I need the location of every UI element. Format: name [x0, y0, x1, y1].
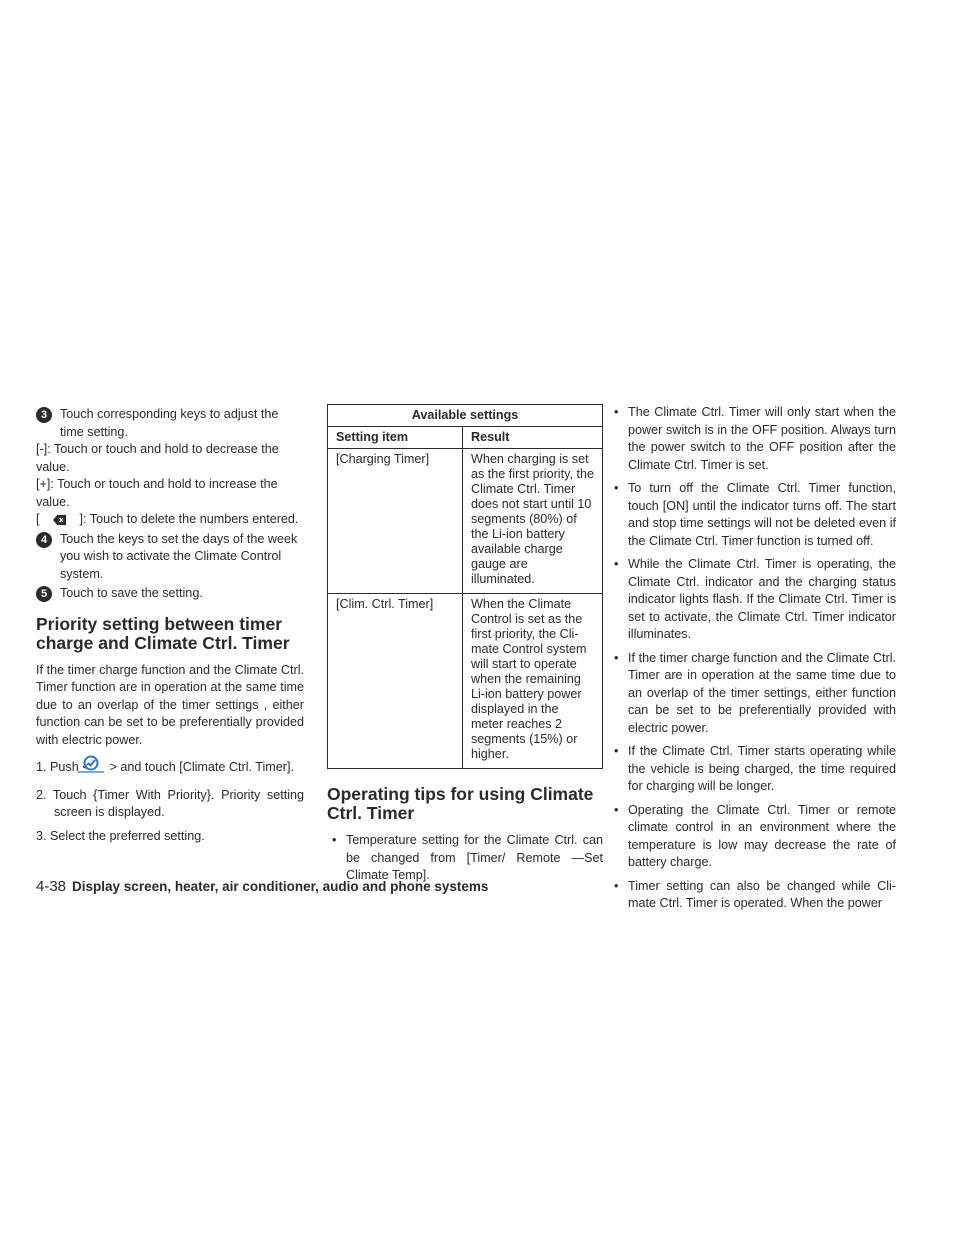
step-number-badge: 4: [36, 532, 52, 548]
step-text: Touch the keys to set the days of the week you wish to activate the Climate Control system.: [60, 531, 298, 581]
tip-bullet: • Timer setting can also be changed while Cli-mate Ctrl. Timer is operated. When the power: [609, 878, 896, 913]
priority-section-heading: Priority setting between timer charge and Climate Ctrl. Timer: [36, 613, 290, 653]
column-left: [36, 404, 304, 845]
tip-bullet: • Temperature setting for the Climate Ctrl. can be changed from [Timer/ Remote —Set Climate Temp].: [327, 832, 603, 885]
priority-step-1: 1. Push < > and touch [Climate Ctrl. Timer].: [36, 755, 304, 781]
zero-emission-icon: [94, 755, 106, 781]
table-row: [328, 449, 603, 594]
column-middle: [327, 404, 603, 891]
plus-key-description: [+]: Touch or touch and hold to increase the value.: [36, 477, 278, 509]
backspace-icon: [40, 511, 80, 529]
table-cell-result: When the Climate Control is set as the first priority, the Cli-mate Control system will start to operate when the remaining Li-ion battery power displayed in the meter reaches 2 segments (15%) or higher.: [463, 594, 603, 769]
chapter-title: Display screen, heater, air conditioner, audio and phone systems: [72, 879, 489, 894]
table-cell-result: When charging is set as the first priority, the Climate Ctrl. Timer does not start until 10 segments (80%) of the Li-ion battery available charge gauge are illuminated.: [463, 449, 603, 594]
available-settings-table: [327, 404, 603, 769]
step-item-5: [36, 585, 304, 603]
table-header-result: Result: [463, 427, 603, 449]
table-caption: Available settings: [328, 405, 603, 427]
tip-bullet: • To turn off the Climate Ctrl. Timer function, touch [ON] until the indicator turns off. The start and stop time settings will not be deleted even if the Climate Ctrl. Timer function is turned off.: [609, 480, 896, 550]
tip-bullet: • The Climate Ctrl. Timer will only start when the power switch is in the OFF position. Always turn the power switch to the OFF position after the Climate Ctrl. Timer is set.: [609, 404, 896, 474]
step-item-4: [36, 531, 304, 584]
table-cell-item: [Charging Timer]: [328, 449, 463, 594]
tip-bullet: • While the Climate Ctrl. Timer is operating, the Climate Ctrl. indicator and the charging status indicator lights flash. If the Climate Ctrl. Timer is set to activate, the Climate Ctrl. Timer indicator illuminates.: [609, 556, 896, 644]
table-row: [328, 594, 603, 769]
page-number: 4-38: [36, 878, 67, 895]
page-footer: [36, 878, 488, 896]
tip-bullet: • Operating the Climate Ctrl. Timer or remote climate control in an environment where the temperature is low may decrease the rate of battery charge.: [609, 802, 896, 872]
tips-section-heading: Operating tips for using Climate Ctrl. Timer: [327, 784, 594, 823]
step-text: Touch corresponding keys to adjust the time setting.: [60, 407, 279, 439]
priority-step-2: 2. Touch {Timer With Priority}. Priority setting screen is displayed.: [36, 787, 304, 819]
delete-key-description: [ ]: Touch to delete the numbers entered.: [36, 511, 304, 529]
priority-step-3: 3. Select the preferred setting.: [36, 828, 205, 843]
tip-bullet: • If the Climate Ctrl. Timer starts operating while the vehicle is being charged, the time required for charging will be longer.: [609, 743, 896, 796]
step-number-badge: 3: [36, 407, 52, 423]
minus-key-description: [-]: Touch or touch and hold to decrease the value.: [36, 442, 279, 474]
table-header-setting-item: Setting item: [328, 427, 463, 449]
priority-section-body: If the timer charge function and the Climate Ctrl. Timer function are in operation at the same time due to an overlap of the timer settings , either function can be set to be preferentially provided with electric power.: [36, 662, 304, 747]
step-number-badge: 5: [36, 586, 52, 602]
step-text: Touch to save the setting.: [60, 586, 203, 600]
step-item-3: [36, 406, 304, 441]
tip-bullet: • If the timer charge function and the Climate Ctrl. Timer are in operation at the same time due to an overlap of the timer settings, either function can be set to be preferentially provided with electric power.: [609, 650, 896, 738]
table-cell-item: [Clim. Ctrl. Timer]: [328, 594, 463, 769]
column-right: [609, 404, 896, 919]
